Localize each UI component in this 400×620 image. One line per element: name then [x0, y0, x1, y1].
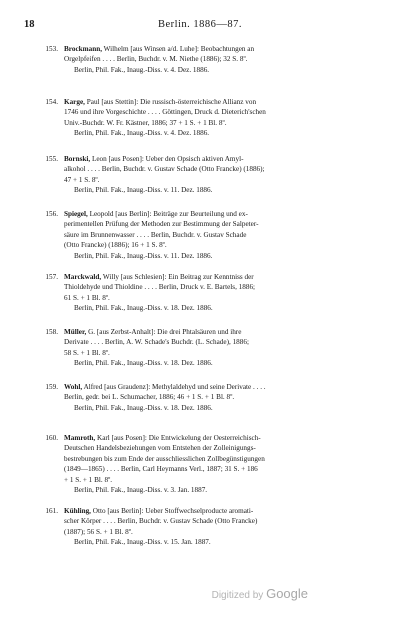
citation-line [64, 293, 382, 303]
author-surname: Kühling, [64, 507, 91, 515]
citation-line [64, 175, 382, 185]
dissertation-note: Berlin, Phil. Fak., Inaug.-Diss. v. 3. Jan. 1887. [74, 486, 208, 494]
citation-line [64, 382, 382, 392]
entry-citation [64, 97, 382, 128]
page-number: 18 [24, 19, 35, 30]
running-header [24, 19, 376, 31]
citation-text: Paul [aus Stettin]: Die russisch-österreichische Allianz von [84, 98, 257, 106]
citation-line [64, 118, 382, 128]
citation-text: Derivate . . . . Berlin, A. W. Schade's Buchdr. (L. Schade), 1886; [64, 338, 249, 347]
author-surname: Bornski, [64, 155, 91, 163]
citation-line [64, 282, 382, 292]
entry-citation [64, 506, 382, 537]
citation-text: perimentellen Prüfung der Methoden zur Bestimmung der Salpeter- [64, 220, 259, 229]
author-surname: Karge, [64, 98, 85, 106]
citation-line [64, 392, 382, 402]
citation-text: Leopold [aus Berlin]: Beiträge zur Beurteilung und ex- [87, 210, 248, 218]
author-surname: Wohl, [64, 383, 83, 391]
citation-text: Berlin, gedr. bei L. Schumacher, 1886; 46 + 1 S. + 1 Bl. 8º. [64, 393, 235, 402]
author-surname: Marckwald, [64, 273, 102, 281]
citation-text: 61 S. + 1 Bl. 8º. [64, 293, 110, 302]
entry-number: 157. [45, 273, 58, 281]
citation-text: G. [aus Zerbst-Anhalt]: Die drei Phtalsäuren und ihre [86, 328, 242, 336]
watermark-prefix: Digitized by [211, 590, 264, 601]
entry-number: 161. [45, 507, 58, 515]
dissertation-note: Berlin, Phil. Fak., Inaug.-Diss. v. 11. Dez. 1886. [74, 251, 213, 260]
entry-citation [64, 44, 382, 65]
entry-citation [64, 154, 382, 185]
citation-line [64, 164, 382, 174]
dissertation-note: Berlin, Phil. Fak., Inaug.-Diss. v. 18. Dez. 1886. [74, 359, 213, 368]
entry-number: 155. [45, 155, 58, 163]
citation-text: Thioldehyde und Thioldine . . . . Berlin, Druck v. E. Bartels, 1886; [64, 283, 256, 292]
digitization-watermark [212, 586, 308, 601]
citation-text: 47 + 1 S. 8º. [64, 175, 100, 184]
dissertation-note: Berlin, Phil. Fak., Inaug.-Diss. v. 18. Dez. 1886. [74, 304, 213, 313]
citation-text: Leon [aus Posen]: Ueber den Opsisch aktiven Amyl- [90, 155, 244, 163]
citation-text: 58 S. + 1 Bl. 8º. [64, 348, 110, 357]
citation-line [64, 433, 382, 443]
citation-line [64, 272, 382, 282]
citation-line [64, 44, 382, 54]
watermark-brand: Google [266, 586, 308, 601]
citation-line [64, 443, 382, 453]
citation-text: (Otto Francke) (1886); 16 + 1 S. 8º. [64, 241, 167, 250]
citation-text: Otto [aus Berlin]: Ueber Stoffwechselproducte aromati- [90, 507, 254, 515]
citation-line [64, 516, 382, 526]
dissertation-note: Berlin, Phil. Fak., Inaug.-Diss. v. 4. Dez. 1886. [74, 129, 210, 138]
citation-text: Alfred [aus Graudenz]: Methylaldehyd und seine Derivate . . . . [82, 383, 266, 391]
entry-citation [64, 209, 382, 251]
author-surname: Spiegel, [64, 210, 88, 218]
citation-line [64, 54, 382, 64]
citation-line [64, 475, 382, 485]
citation-text: Orgelpfeifen . . . . Berlin, Buchdr. v. M. Niethe (1886); 32 S. 8º. [64, 55, 248, 64]
citation-line [64, 454, 382, 464]
citation-text: (1849—1865) . . . . Berlin, Carl Heymanns Verl., 1887; 31 S. + 186 [64, 465, 258, 474]
citation-text: (1887); 56 S. + 1 Bl. 8º. [64, 527, 133, 536]
author-surname: Brockmann, [64, 45, 103, 53]
citation-text: Deutschen Handelsbeziehungen vom Entstehen der Zolleinigungs- [64, 444, 256, 453]
dissertation-note: Berlin, Phil. Fak., Inaug.-Diss. v. 18. Dez. 1886. [74, 403, 213, 412]
entry-number: 156. [45, 210, 58, 218]
citation-text: + 1 S. + 1 Bl. 8º. [64, 475, 113, 484]
entry-number: 159. [45, 383, 58, 391]
citation-text: säure im Brunnenwasser . . . . Berlin, Buchdr. v. Gustav Schade [64, 230, 247, 239]
dissertation-note: Berlin, Phil. Fak., Inaug.-Diss. v. 11. Dez. 1886. [74, 186, 213, 195]
entry-citation [64, 327, 382, 358]
citation-line [64, 209, 382, 219]
entry-number: 153. [45, 45, 58, 53]
citation-line [64, 230, 382, 240]
citation-text: Wilhelm [aus Winsen a/d. Luhe]: Beobachtungen an [102, 45, 255, 53]
citation-line [64, 348, 382, 358]
dissertation-note: Berlin, Phil. Fak., Inaug.-Diss. v. 4. Dez. 1886. [74, 65, 210, 74]
entry-number: 160. [45, 434, 58, 442]
entry-citation [64, 382, 382, 403]
citation-line [64, 107, 382, 117]
citation-line [64, 97, 382, 107]
citation-line [64, 527, 382, 537]
citation-line [64, 337, 382, 347]
citation-line [64, 240, 382, 250]
dissertation-note: Berlin, Phil. Fak., Inaug.-Diss. v. 15. Jan. 1887. [74, 538, 211, 547]
citation-text: bestrebungen bis zum Ende der ausschliesslichen Zollbegünstigungen [64, 454, 265, 463]
citation-text: Karl [aus Posen]: Die Entwickelung der Oesterreichisch- [95, 434, 261, 442]
entry-citation [64, 433, 382, 485]
citation-text: scher Körper . . . . Berlin, Buchdr. v. Gustav Schade (Otto Francke) [64, 517, 258, 526]
citation-line [64, 464, 382, 474]
citation-text: Willy [aus Schlesien]: Ein Beitrag zur Kenntniss der [101, 273, 254, 281]
citation-text: alkohol . . . . Berlin, Buchdr. v. Gustav Schade (Otto Francke) (1886); [64, 165, 265, 174]
entry-number: 158. [45, 328, 58, 336]
citation-text: 1746 und ihre Vorgeschichte . . . . Göttingen, Druck d. Dieterich'schen [64, 108, 266, 117]
running-title: Berlin. 1886—87. [157, 19, 243, 30]
author-surname: Müller, [64, 328, 87, 336]
citation-line [64, 154, 382, 164]
author-surname: Mamroth, [64, 434, 96, 442]
entry-number: 154. [45, 98, 58, 106]
citation-line [64, 219, 382, 229]
citation-line [64, 506, 382, 516]
entry-citation [64, 272, 382, 303]
citation-text: Univ.-Buchdr. W. Fr. Kästner, 1886; 37 + 1 S. + 1 Bl. 8º. [64, 118, 227, 127]
citation-line [64, 327, 382, 337]
